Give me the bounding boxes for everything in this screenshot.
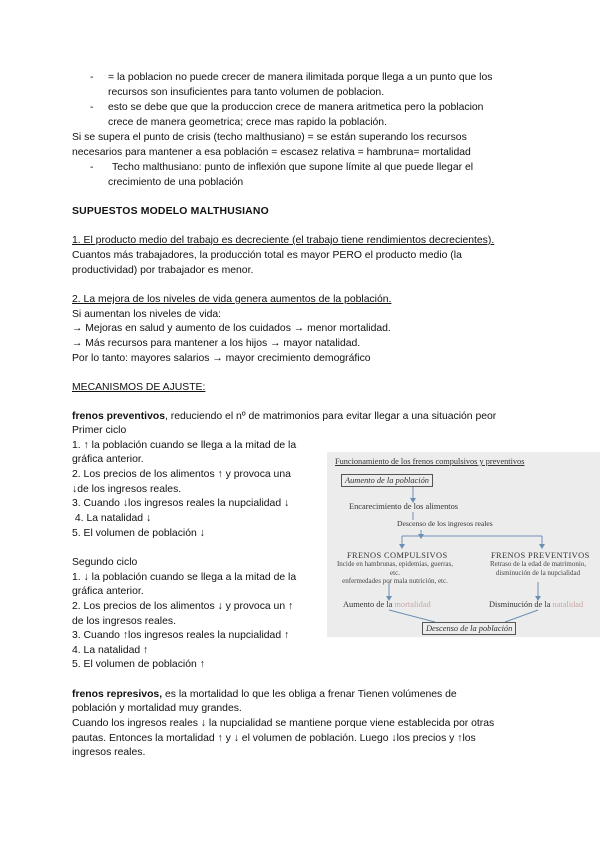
- preventive-checks-detail: Retraso de la edad de matrimonio, disminución de la nupcialidad: [489, 560, 587, 577]
- bullet-dash: -: [90, 162, 94, 173]
- compulsive-checks-detail: Incide en hambrunas, epidemias, guerras, etc. enfermedades por mala nutrición, etc.: [336, 560, 454, 585]
- assumption-title: 2. La mejora de los niveles de vida genera aumentos de la población.: [72, 294, 392, 305]
- cycle-line: de los ingresos reales.: [72, 616, 176, 627]
- cycle-line: 1. ↑ la población cuando se llega a la mitad de la: [72, 440, 297, 451]
- paragraph-line: Cuando los ingresos reales ↓ la nupcialidad se mantiene porque viene establecida por otras: [72, 718, 495, 729]
- cycle-line: gráfica anterior.: [72, 454, 144, 465]
- cycle-line: 1. ↓ la población cuando se llega a la mitad de la: [72, 572, 297, 583]
- cycle-line: 3. Cuando ↑los ingresos reales la nupcialidad ↑: [72, 630, 290, 641]
- cycle-line: 4. La natalidad ↑: [72, 645, 149, 656]
- paragraph-line: Si aumentan los niveles de vida:: [72, 309, 222, 320]
- repressive-paragraph: [72, 688, 562, 703]
- cycle-line: ↓de los ingresos reales.: [72, 484, 182, 495]
- paragraph-line: → Más recursos para mantener a los hijos → mayor natalidad.: [72, 338, 361, 349]
- crisis-line: Si se supera el punto de crisis (techo malthusiano) = se están superando los recursos: [72, 132, 467, 143]
- preventive-checks-heading: FRENOS PREVENTIVOS: [491, 551, 590, 560]
- bullet-dash: -: [90, 102, 94, 113]
- diagram-title: Funcionamiento de los frenos compulsivos y preventivos: [335, 457, 525, 466]
- bullet-text-cont: recursos son insuficientes para tanto volumen de poblacion.: [108, 87, 385, 98]
- bullet-text-cont: crece de manera geometrica; crece mas rapido la población.: [108, 117, 387, 128]
- cycle-line: 5. El volumen de población ↓: [72, 528, 205, 539]
- cycle-line: gráfica anterior.: [72, 586, 144, 597]
- bullet-text-cont: crecimiento de una población: [108, 177, 244, 188]
- mortality-increase-label: Aumento de la mortalidad: [343, 600, 431, 609]
- section-heading: SUPUESTOS MODELO MALTHUSIANO: [72, 206, 269, 217]
- cycle-line: 2. Los precios de los alimentos ↓ y provoca un ↑: [72, 601, 294, 612]
- repressive-term: frenos represivos,: [72, 689, 163, 700]
- population-increase-box: Aumento de la población: [341, 474, 433, 487]
- paragraph-line: Cuantos más trabajadores, la producción total es mayor PERO el producto medio (la: [72, 250, 462, 261]
- cycle-title: Segundo ciclo: [72, 557, 138, 568]
- food-price-label: Encarecimiento de los alimentos: [349, 502, 459, 511]
- cycle-line: 2. Los precios de los alimentos ↑ y provoca una: [72, 469, 291, 480]
- crisis-line: necesarios para mantener a esa población = escasez relativa = hambruna= mortalidad: [72, 147, 471, 158]
- bullet-text: Techo malthusiano: punto de inflexión que supone límite al que puede llegar el: [112, 162, 474, 173]
- population-decrease-box: Descenso de la población: [422, 622, 516, 635]
- paragraph-line: → Mejoras en salud y aumento de los cuidados → menor mortalidad.: [72, 323, 391, 334]
- cycle-line: 3. Cuando ↓los ingresos reales la nupcialidad ↓: [72, 498, 290, 509]
- paragraph-line: productividad) por trabajador es menor.: [72, 265, 254, 276]
- repressive-desc: es la mortalidad lo que les obliga a frenar Tienen volúmenes de: [162, 689, 457, 700]
- paragraph-line: población y mortalidad muy grandes.: [72, 703, 242, 714]
- cycle-title: Primer ciclo: [72, 425, 127, 436]
- birthrate-decrease-label: Disminución de la natalidad: [489, 600, 584, 609]
- checks-diagram: [327, 452, 600, 637]
- bullet-dash: -: [90, 72, 94, 83]
- preventive-paragraph: [72, 410, 562, 425]
- paragraph-line: Por lo tanto: mayores salarios → mayor crecimiento demográfico: [72, 353, 371, 364]
- paragraph-line: ingresos reales.: [72, 747, 146, 758]
- preventive-desc: , reduciendo el nº de matrimonios para evitar llegar a una situación peor: [164, 411, 497, 422]
- section-heading: MECANISMOS DE AJUSTE:: [72, 382, 206, 393]
- cycle-line: 4. La natalidad ↓: [72, 513, 152, 524]
- paragraph-line: pautas. Entonces la mortalidad ↑ y ↓ el volumen de población. Luego ↓los precios y ↑los: [72, 733, 476, 744]
- preventive-term: frenos preventivos: [72, 411, 165, 422]
- compulsive-checks-heading: FRENOS COMPULSIVOS: [347, 551, 448, 560]
- assumption-title: 1. El producto medio del trabajo es decreciente (el trabajo tiene rendimientos decrecientes).: [72, 235, 495, 246]
- income-drop-label: Descenso de los ingresos reales: [397, 519, 493, 528]
- bullet-text: esto se debe que que la produccion crece de manera aritmetica pero la poblacion: [108, 102, 484, 113]
- bullet-text: = la poblacion no puede crecer de manera ilimitada porque llega a un punto que los: [108, 72, 493, 83]
- cycle-line: 5. El volumen de población ↑: [72, 659, 205, 670]
